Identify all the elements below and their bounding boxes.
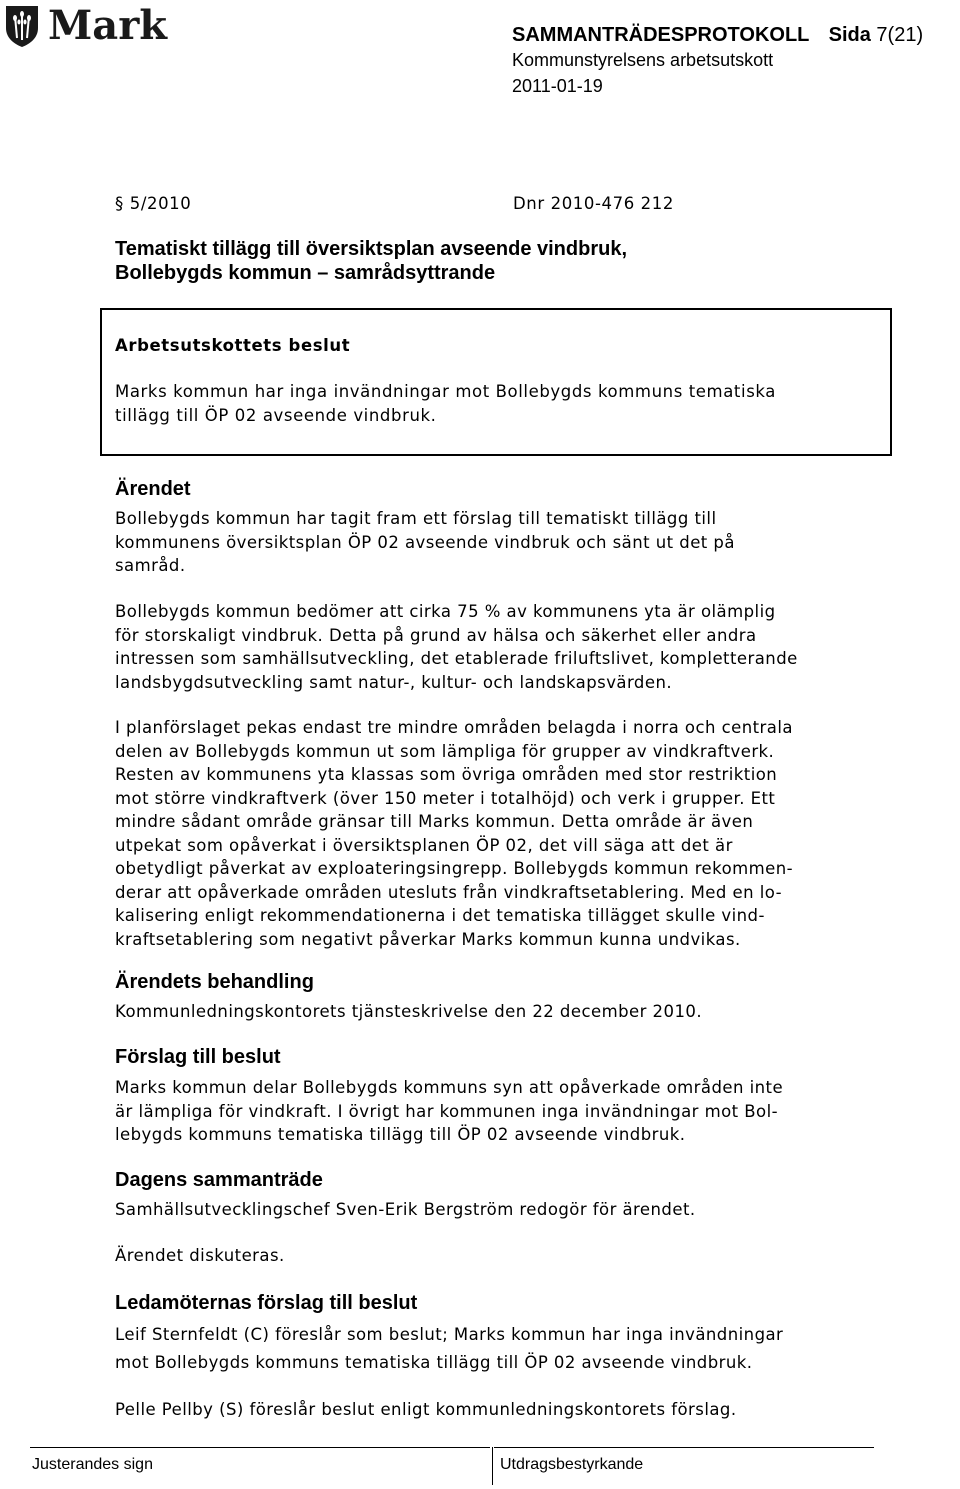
text-line: intressen som samhällsutveckling, det etablerade friluftslivet, kompletterande xyxy=(115,649,798,668)
arendet-heading: Ärendet xyxy=(115,478,191,500)
text-line: kraftsetablering som negativt påverkar Marks kommun kunna undvikas. xyxy=(115,929,741,949)
case-number: 5/2010 xyxy=(129,194,192,213)
case-number-row xyxy=(115,194,191,213)
municipality-logo xyxy=(4,2,167,50)
decision-line1: Marks kommun har inga invändningar mot Bollebygds kommuns tematiska xyxy=(115,382,776,401)
arendet-paragraph-2 xyxy=(115,600,875,694)
page-word: Sida xyxy=(828,24,871,46)
dagens-heading: Dagens sammanträde xyxy=(115,1169,323,1191)
case-title-line1: Tematiskt tillägg till översiktsplan avseende vindbruk, xyxy=(115,238,628,260)
text-line: lebygds kommuns tematiska tillägg till ÖP 02 avseende vindbruk. xyxy=(115,1125,686,1144)
section-sign-icon: § xyxy=(115,194,124,213)
text-line: mot större vindkraftverk (över 150 meter i totalhöjd) och verk i grupper. Ett xyxy=(115,788,776,808)
page-indicator xyxy=(829,24,924,46)
page-number: 7(21) xyxy=(876,24,924,46)
footer-rule-left xyxy=(30,1447,490,1448)
ledamoter-paragraph-2: Pelle Pellby (S) föreslår beslut enligt kommunledningskontorets förslag. xyxy=(115,1400,737,1419)
case-dnr: Dnr 2010-476 212 xyxy=(513,194,674,213)
case-title-line2: Bollebygds kommun – samrådsyttrande xyxy=(115,262,496,284)
text-line: Bollebygds kommun bedömer att cirka 75 % av kommunens yta är olämplig xyxy=(115,602,776,621)
text-line: utpekat som opåverkat i översiktsplanen ÖP 02, det vill säga att det är xyxy=(115,835,733,855)
text-line: I planförslaget pekas endast tre mindre områden belagda i norra och centrala xyxy=(115,718,793,737)
meeting-date: 2011-01-19 xyxy=(512,76,603,96)
text-line: mot Bollebygds kommuns tematiska tillägg till ÖP 02 avseende vindbruk. xyxy=(115,1352,753,1372)
dagens-line2: Ärendet diskuteras. xyxy=(115,1246,285,1265)
committee-name: Kommunstyrelsens arbetsutskott xyxy=(512,50,774,70)
forslag-heading: Förslag till beslut xyxy=(115,1046,281,1068)
decision-heading: Arbetsutskottets beslut xyxy=(115,336,351,355)
logo-text: Mark xyxy=(48,2,167,49)
text-line: samråd. xyxy=(115,556,186,575)
dagens-line1: Samhällsutvecklingschef Sven-Erik Bergström redogör för ärendet. xyxy=(115,1200,696,1219)
text-line: kommunens översiktsplan ÖP 02 avseende vindbruk och sänt ut det på xyxy=(115,532,735,552)
text-line: Resten av kommunens yta klassas som övriga områden med stor restriktion xyxy=(115,765,778,784)
text-line: mindre sådant område gränsar till Marks kommun. Detta område är även xyxy=(115,812,754,831)
arendet-paragraph-1 xyxy=(115,507,875,578)
forslag-paragraph xyxy=(115,1076,875,1147)
protocol-title-text: SAMMANTRÄDESPROTOKOLL xyxy=(512,24,810,46)
text-line: är lämpliga för vindkraft. I övrigt har kommunen inga invändningar mot Bol- xyxy=(115,1101,779,1121)
wheat-shield-icon xyxy=(4,4,40,48)
text-line: Leif Sternfeldt (C) föreslår som beslut; Marks kommun har inga invändningar xyxy=(115,1325,784,1344)
protocol-title xyxy=(512,24,923,47)
footer-justerandes-sign: Justerandes sign xyxy=(32,1456,153,1473)
behandling-text: Kommunledningskontorets tjänsteskrivelse den 22 december 2010. xyxy=(115,1002,703,1021)
text-line: obetydligt påverkat av exploateringsingrepp. Bollebygds kommun rekommen- xyxy=(115,859,794,878)
footer-utdragsbestyrkande: Utdragsbestyrkande xyxy=(500,1456,644,1473)
decision-line2: tillägg till ÖP 02 avseende vindbruk. xyxy=(115,406,437,425)
behandling-heading: Ärendets behandling xyxy=(115,971,314,993)
footer-divider xyxy=(492,1447,493,1485)
ledamoter-paragraph-1 xyxy=(115,1323,875,1374)
text-line: för storskaligt vindbruk. Detta på grund av hälsa och säkerhet eller andra xyxy=(115,625,757,645)
footer-rule-right xyxy=(494,1447,874,1448)
text-line: Marks kommun delar Bollebygds kommuns syn att opåverkade områden inte xyxy=(115,1078,784,1097)
text-line: derar att opåverkade områden utesluts från vindkraftsetablering. Med en lo- xyxy=(115,882,782,902)
text-line: landsbygdsutveckling samt natur-, kultur- och landskapsvärden. xyxy=(115,672,673,692)
text-line: kalisering enligt rekommendationerna i det tematiska tillägget skulle vind- xyxy=(115,906,765,925)
ledamoter-heading: Ledamöternas förslag till beslut xyxy=(115,1292,418,1314)
text-line: delen av Bollebygds kommun ut som lämpliga för grupper av vindkraftverk. xyxy=(115,741,775,761)
arendet-paragraph-3 xyxy=(115,716,875,951)
text-line: Bollebygds kommun har tagit fram ett förslag till tematiskt tillägg till xyxy=(115,509,717,528)
